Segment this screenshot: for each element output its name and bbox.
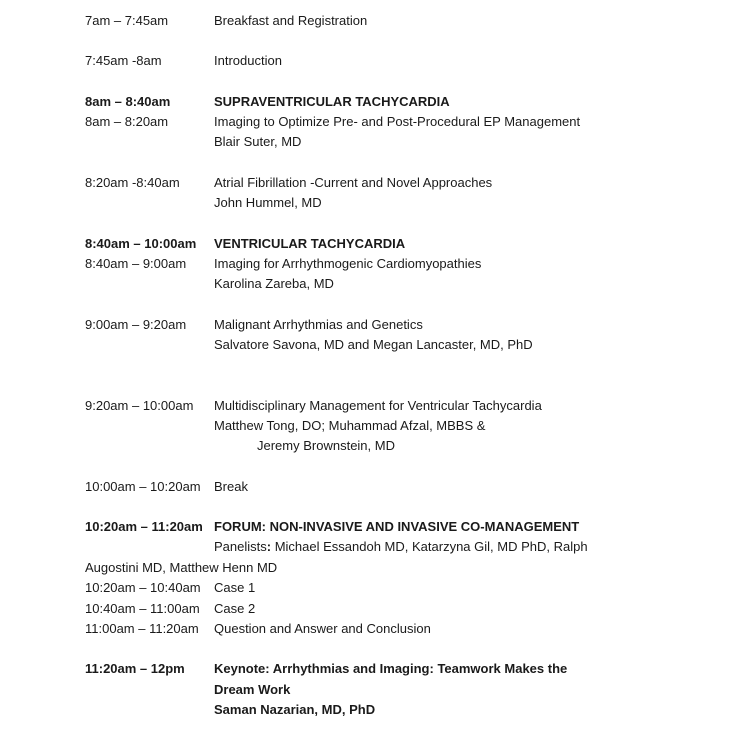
vt-talk2-speaker: Salvatore Savona, MD and Megan Lancaster, MD, PhD <box>214 337 533 352</box>
case1-time: 10:20am – 10:40am <box>85 580 201 595</box>
keynote-time: 11:20am – 12pm <box>85 661 185 676</box>
forum-session-time: 10:20am – 11:20am <box>85 519 203 534</box>
vt-session-heading: VENTRICULAR TACHYCARDIA <box>214 236 406 251</box>
vt-talk2-title: Malignant Arrhythmias and Genetics <box>214 317 423 332</box>
panelists-label: Panelists <box>214 539 267 554</box>
case1-title: Case 1 <box>214 580 256 595</box>
break-time: 10:00am – 10:20am <box>85 479 201 494</box>
vt-session-time: 8:40am – 10:00am <box>85 236 197 251</box>
svt-talk2-title: Atrial Fibrillation -Current and Novel Approaches <box>214 175 493 190</box>
breakfast-time: 7am – 7:45am <box>85 13 169 28</box>
keynote-title-line1: Keynote: Arrhythmias and Imaging: Teamwork Makes the <box>214 661 568 676</box>
forum-session-heading: FORUM: NON-INVASIVE AND INVASIVE CO-MANAGEMENT <box>214 519 580 534</box>
vt-talk1-speaker: Karolina Zareba, MD <box>214 276 334 291</box>
forum-panelists-line2: Augostini MD, Matthew Henn MD <box>85 560 278 575</box>
svt-session-time: 8am – 8:40am <box>85 94 171 109</box>
intro-time: 7:45am -8am <box>85 53 162 68</box>
vt-talk1-title: Imaging for Arrhythmogenic Cardiomyopathies <box>214 256 482 271</box>
vt-talk1-time: 8:40am – 9:00am <box>85 256 187 271</box>
intro-title: Introduction <box>214 53 282 68</box>
case2-title: Case 2 <box>214 601 256 616</box>
svt-session-heading: SUPRAVENTRICULAR TACHYCARDIA <box>214 94 450 109</box>
qa-title: Question and Answer and Conclusion <box>214 621 431 636</box>
svt-talk1-time: 8am – 8:20am <box>85 114 169 129</box>
vt-talk3-time: 9:20am – 10:00am <box>85 398 194 413</box>
vt-talk2-time: 9:00am – 9:20am <box>85 317 187 332</box>
svt-talk1-title: Imaging to Optimize Pre- and Post-Procedural EP Management <box>214 114 581 129</box>
panelists-names: Michael Essandoh MD, Katarzyna Gil, MD PhD, Ralph <box>274 539 588 554</box>
keynote-title-line2: Dream Work <box>214 682 291 697</box>
break-title: Break <box>214 479 248 494</box>
vt-talk3-speaker-line2: Jeremy Brownstein, MD <box>257 438 395 453</box>
keynote-speaker: Saman Nazarian, MD, PhD <box>214 702 376 717</box>
breakfast-title: Breakfast and Registration <box>214 13 368 28</box>
vt-talk3-title: Multidisciplinary Management for Ventricular Tachycardia <box>214 398 542 413</box>
svt-talk2-speaker: John Hummel, MD <box>214 195 322 210</box>
vt-talk3-speaker-line1: Matthew Tong, DO; Muhammad Afzal, MBBS & <box>214 418 486 433</box>
forum-panelists-line1: Panelists: Michael Essandoh MD, Katarzyna Gil, MD PhD, Ralph <box>214 539 588 554</box>
qa-time: 11:00am – 11:20am <box>85 621 199 636</box>
svt-talk1-speaker: Blair Suter, MD <box>214 134 302 149</box>
case2-time: 10:40am – 11:00am <box>85 601 200 616</box>
svt-talk2-time: 8:20am -8:40am <box>85 175 180 190</box>
